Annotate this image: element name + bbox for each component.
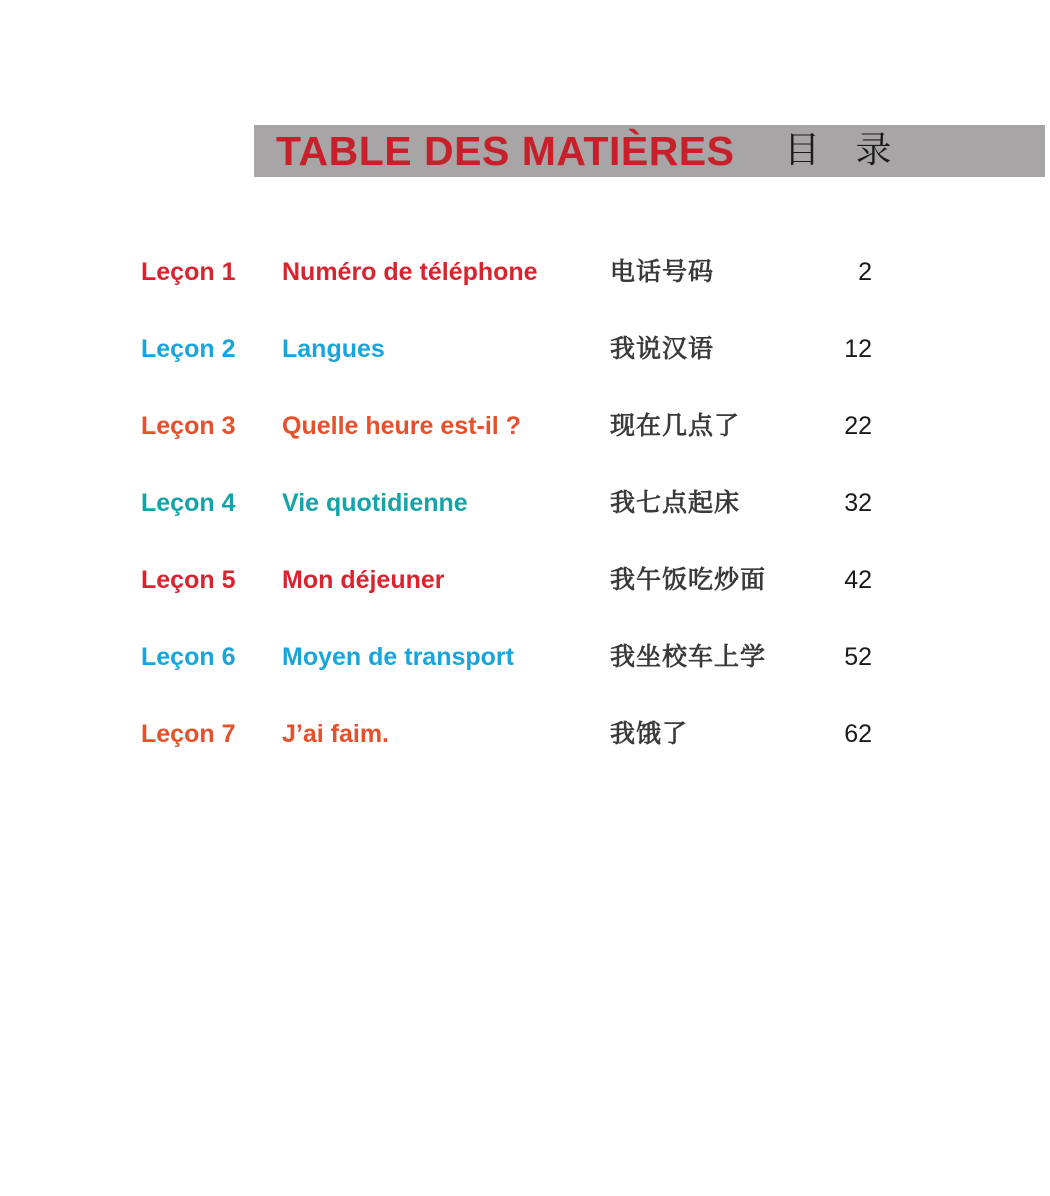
toc-row[interactable] — [0, 483, 1050, 523]
lesson-page-number: 62 — [844, 720, 872, 748]
lesson-number: Leçon 2 — [141, 335, 236, 363]
lesson-title-chinese: 我午饭吃炒面 — [610, 565, 767, 594]
lesson-title: J’ai faim. — [282, 720, 389, 748]
lesson-title: Numéro de téléphone — [282, 258, 538, 286]
lesson-number: Leçon 6 — [141, 643, 236, 671]
lesson-title-chinese: 电话号码 — [610, 257, 715, 286]
lesson-page-number: 2 — [858, 258, 872, 286]
lesson-title: Langues — [282, 335, 385, 363]
lesson-title-chinese: 我七点起床 — [610, 488, 741, 517]
lesson-title: Quelle heure est-il ? — [282, 412, 521, 440]
lesson-number: Leçon 3 — [141, 412, 236, 440]
lesson-page-number: 42 — [844, 566, 872, 594]
lesson-page-number: 22 — [844, 412, 872, 440]
lesson-number: Leçon 7 — [141, 720, 236, 748]
lesson-title-chinese: 我说汉语 — [610, 334, 715, 363]
toc-row[interactable] — [0, 637, 1050, 677]
lesson-title-chinese: 我饿了 — [610, 719, 689, 748]
toc-row[interactable] — [0, 560, 1050, 600]
lesson-title: Mon déjeuner — [282, 566, 445, 594]
toc-row[interactable] — [0, 329, 1050, 369]
title-bar — [254, 125, 1045, 177]
lesson-title: Moyen de transport — [282, 643, 514, 671]
lesson-number: Leçon 4 — [141, 489, 236, 517]
toc-row[interactable] — [0, 714, 1050, 754]
toc-row[interactable] — [0, 406, 1050, 446]
lesson-title: Vie quotidienne — [282, 489, 468, 517]
lesson-number: Leçon 1 — [141, 258, 236, 286]
lesson-title-chinese: 我坐校车上学 — [610, 642, 767, 671]
page-title: TABLE DES MATIÈRES — [276, 128, 735, 174]
page-title-chinese: 目 录 — [784, 130, 904, 171]
lesson-number: Leçon 5 — [141, 566, 236, 594]
lesson-page-number: 12 — [844, 335, 872, 363]
lesson-title-chinese: 现在几点了 — [610, 411, 741, 440]
lesson-page-number: 52 — [844, 643, 872, 671]
lesson-page-number: 32 — [844, 489, 872, 517]
toc-row[interactable] — [0, 252, 1050, 292]
